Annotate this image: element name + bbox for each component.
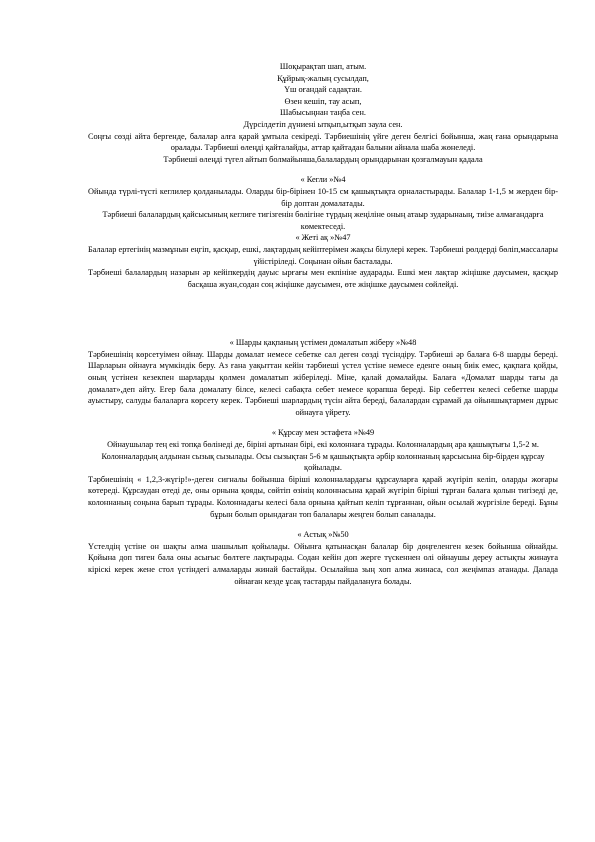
paragraph: Тәрбиешінің « 1,2,3-жүгір!»-деген сигналы бойынша біріші колонналардағы құрсауларға қарай жүгіріп келіп, оларды жоғары көтереді. Құрсаудан өтеді де, оны орнына қояды, сөйтіп өзінің колоннасына қарай жүгіріп біріші тұрған балаға қолын тигізеді де, колоннаның соңына барып тұрады. Колоннадағы келесі бала орнына қайтып келіп тұрғаннан, ойын осылай жүргізіле береді. Бұны бұрын болып орындаған топ балалары жеңген болып саналады. xyxy=(88,474,558,519)
paragraph: Соңғы сөзді айта бергенде, балалар алға қарай ұмтыла секіреді. Тәрбиешінің үйге деген белгісі бойынша, жаң ғана орындарына оралады. Тәрбиеші өлеңді қайталайды, аттар қайтадан балыни айнала шаба жөнеледі. xyxy=(88,131,558,153)
document-body xyxy=(88,61,558,587)
poem-line: Құйрық-жалың сусылдап, xyxy=(277,73,369,83)
poem-line: Өзен кешіп, тау асып, xyxy=(284,96,362,106)
poem-line: Шоқырақтап шап, атым. xyxy=(279,62,367,71)
section-title: « Құрсау мен эстафета »№49 xyxy=(271,428,375,438)
poem-line: Үш оғандай садақтан. xyxy=(284,85,362,95)
paragraph: Тәрбиешінің көрсетуімен ойнау. Шарды домалат немесе себетке сал деген сөзді түсіндіру. Тәрбиеші әр балаға 6-8 шарды береді. Шарларын ойнауға мүмкіндік беру. Аз ғана уақыттан кейін тәрбиеші үстел үстіне немесе еденге оның биік емес, қақпаға қойды, оның үстінен кезекпен шарларды қолмен домалатып жіберіледі. Міне, қалай домалайды. Балаға «Домалат шарды тағы да домалат»,деп айту. Егер бала домалату білсе, келесі сабақта себет немесе қорапша береді. Бір себеттен келесі себетке шарды ауыстыру, салуды балаларға көрсету керек. Тәрбиеші шарлардың түсін айта береді, балалардан сұрамай да ойыншықтармен дұрыс ойнауға үйрету. xyxy=(88,349,558,417)
paragraph: Тәрбиеші балалардың назарын әр кейіпкердің дауыс ырғағы мен екпініне аударады. Ешкі мен лақтар жіңішке даусымен, қасқыр басқаша жуан,содан соң жіңішке даусымен, өте жіңішке даусымен сөйлейді. xyxy=(88,268,558,289)
paragraph: Ойнаушылар тең екі топқа бөлінеді де, біріні артынан бірі, екі колоннаға тұрады. Колонналардың ара қашықтығы 1,5-2 м. xyxy=(107,440,539,450)
paragraph: Ойында түрлі-түсті кеглилер қолданылады. Оларды бір-бірінен 10-15 см қашықтықта орналастырады. Балалар 1-1,5 м жерден бір-бір доптан домалатады. xyxy=(88,186,558,208)
poem-line: Дүрсілдетіп дүниені ытқып,ытқып заула сен. xyxy=(243,119,403,129)
paragraph: Колонналардың алдынан сызық сызылады. Осы сызықтан 5-6 м қашықтықта әрбір колоннаның қарсысына бір-бірден құрсау қойылады. xyxy=(101,451,545,473)
poem xyxy=(88,61,558,131)
paragraph: Тәрбиеші балалардың қайсысының кеглиге тигізгенін бөлігіне түрдың жеңіліне оның атаыр зударынаың, тиізе алмағандарға көмектеседі. xyxy=(102,210,544,231)
section-title: « Жеті ақ »№47 xyxy=(295,233,351,243)
paragraph: Балалар ертегінің мазмұнын еңгіп, қасқыр, ешкі, лақтардың кейіптерімен жақсы білулері керек. Тәрбиеші рөлдерді бөліп,массалары үйістіріледі. Соңынан ойын басталады. xyxy=(88,244,558,266)
poem-line: Шабысыңнан таңба сен. xyxy=(280,108,366,118)
section-title: « Шарды қақпаның үстімен домалатып жіберу »№48 xyxy=(229,338,417,348)
section-title: « Астық »№50 xyxy=(297,530,349,540)
paragraph: Үстелдің үстіне он шақты алма шашылып қойылады. Ойынға қатынасқан балалар бір дөңгеленген кезек бойынша ойнайды. Қойына доп тиген бала оны асығыс бөлтеге лақтырады. Содан кейін доп жерге түскеннен олі ойнаушы дереу астықты жинауға кіріскі керек жене стол үстіндегі алмаларды жинай бастайды. Осылайша зың хоп алма жинаса, сол жеңімпаз атанады. Далада ойнаған кезде ұсақ тастарды пайдалануға болады. xyxy=(88,541,558,586)
section-title: « Кегли »№4 xyxy=(300,175,346,185)
paragraph: Тәрбиеші өлеңді түгел айтып болмайынша,балалардың орындарынан қозғалмауын қадала xyxy=(163,154,483,164)
